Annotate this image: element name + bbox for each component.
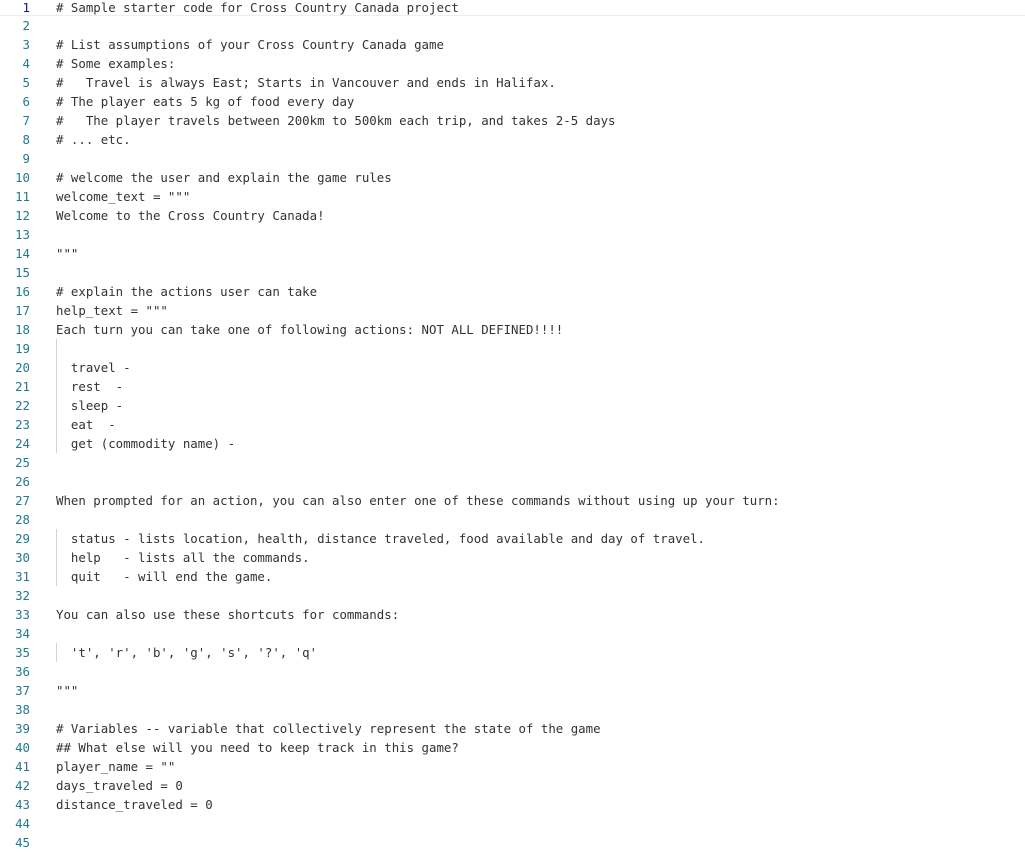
- code-line[interactable]: [0, 35, 1025, 54]
- line-number: 42: [15, 778, 30, 793]
- line-text[interactable]: help - lists all the commands.: [56, 550, 310, 565]
- code-line[interactable]: [0, 415, 1025, 434]
- line-text[interactable]: """: [56, 246, 79, 261]
- line-number: 4: [22, 56, 30, 71]
- line-number: 45: [15, 835, 30, 850]
- line-text[interactable]: player_name = "": [56, 759, 176, 774]
- line-number: 12: [15, 208, 30, 223]
- code-line[interactable]: [0, 396, 1025, 415]
- line-text[interactable]: # welcome the user and explain the game rules: [56, 170, 392, 185]
- code-line[interactable]: [0, 453, 1025, 472]
- line-text[interactable]: status - lists location, health, distance traveled, food available and day of travel.: [56, 531, 706, 546]
- line-text[interactable]: You can also use these shortcuts for commands:: [56, 607, 400, 622]
- line-number: 28: [15, 512, 30, 527]
- line-number: 30: [15, 550, 30, 565]
- line-number: 10: [15, 170, 30, 185]
- code-line[interactable]: [0, 605, 1025, 624]
- line-number: 2: [22, 18, 30, 33]
- code-line[interactable]: [0, 738, 1025, 757]
- line-number: 14: [15, 246, 30, 261]
- line-number: 27: [15, 493, 30, 508]
- line-number: 41: [15, 759, 30, 774]
- line-number: 18: [15, 322, 30, 337]
- line-text[interactable]: Welcome to the Cross Country Canada!: [56, 208, 325, 223]
- line-number: 37: [15, 683, 30, 698]
- line-number: 16: [15, 284, 30, 299]
- code-line[interactable]: [0, 624, 1025, 643]
- code-line[interactable]: [0, 111, 1025, 130]
- code-line[interactable]: [0, 491, 1025, 510]
- code-line[interactable]: [0, 339, 1025, 358]
- line-number: 8: [22, 132, 30, 147]
- code-line[interactable]: [0, 700, 1025, 719]
- line-number: 24: [15, 436, 30, 451]
- line-number: 31: [15, 569, 30, 584]
- line-text[interactable]: # Some examples:: [56, 56, 176, 71]
- code-line[interactable]: [0, 92, 1025, 111]
- line-number: 43: [15, 797, 30, 812]
- code-line[interactable]: [0, 757, 1025, 776]
- code-line[interactable]: [0, 643, 1025, 662]
- line-number: 17: [15, 303, 30, 318]
- line-number: 40: [15, 740, 30, 755]
- code-line[interactable]: [0, 776, 1025, 795]
- code-line[interactable]: [0, 586, 1025, 605]
- line-text[interactable]: ## What else will you need to keep track in this game?: [56, 740, 459, 755]
- line-text[interactable]: # List assumptions of your Cross Country Canada game: [56, 37, 444, 52]
- code-line[interactable]: [0, 662, 1025, 681]
- code-line[interactable]: [0, 472, 1025, 491]
- code-line[interactable]: [0, 548, 1025, 567]
- line-text[interactable]: sleep -: [56, 398, 124, 413]
- line-number: 26: [15, 474, 30, 489]
- line-text[interactable]: welcome_text = """: [56, 189, 191, 204]
- line-number: 32: [15, 588, 30, 603]
- line-number: 22: [15, 398, 30, 413]
- code-line[interactable]: [0, 320, 1025, 339]
- line-text[interactable]: rest -: [56, 379, 124, 394]
- line-number: 44: [15, 816, 30, 831]
- line-text[interactable]: quit - will end the game.: [56, 569, 273, 584]
- line-number: 35: [15, 645, 30, 660]
- code-line[interactable]: [0, 16, 1025, 35]
- line-text[interactable]: """: [56, 683, 79, 698]
- line-number: 13: [15, 227, 30, 242]
- line-number: 21: [15, 379, 30, 394]
- line-number: 6: [22, 94, 30, 109]
- line-number: 39: [15, 721, 30, 736]
- line-text[interactable]: # The player eats 5 kg of food every day: [56, 94, 355, 109]
- code-line[interactable]: [0, 73, 1025, 92]
- line-text[interactable]: days_traveled = 0: [56, 778, 183, 793]
- line-number: 33: [15, 607, 30, 622]
- line-text[interactable]: get (commodity name) -: [56, 436, 236, 451]
- code-line[interactable]: [0, 282, 1025, 301]
- line-number: 3: [22, 37, 30, 52]
- code-line[interactable]: [0, 681, 1025, 700]
- line-number: 38: [15, 702, 30, 717]
- line-number: 34: [15, 626, 30, 641]
- line-number: 36: [15, 664, 30, 679]
- code-line[interactable]: [0, 833, 1025, 852]
- line-number: 25: [15, 455, 30, 470]
- code-line[interactable]: [0, 814, 1025, 833]
- code-line[interactable]: [0, 719, 1025, 738]
- line-text[interactable]: Each turn you can take one of following actions: NOT ALL DEFINED!!!!: [56, 322, 564, 337]
- line-text[interactable]: distance_traveled = 0: [56, 797, 213, 812]
- code-line[interactable]: [0, 301, 1025, 320]
- line-text[interactable]: # Sample starter code for Cross Country Canada project: [56, 0, 459, 15]
- line-number: 20: [15, 360, 30, 375]
- line-number: 7: [22, 113, 30, 128]
- line-text[interactable]: 't', 'r', 'b', 'g', 's', '?', 'q': [56, 645, 318, 660]
- line-text[interactable]: eat -: [56, 417, 116, 432]
- line-text[interactable]: # The player travels between 200km to 500km each trip, and takes 2-5 days: [56, 113, 616, 128]
- line-number: 19: [15, 341, 30, 356]
- line-text[interactable]: # Travel is always East; Starts in Vancouver and ends in Halifax.: [56, 75, 556, 90]
- line-number: 15: [15, 265, 30, 280]
- code-line[interactable]: [0, 263, 1025, 282]
- code-line[interactable]: [0, 434, 1025, 453]
- code-line[interactable]: [0, 529, 1025, 548]
- code-line[interactable]: [0, 130, 1025, 149]
- code-line[interactable]: [0, 377, 1025, 396]
- line-number: 11: [15, 189, 30, 204]
- line-number: 29: [15, 531, 30, 546]
- code-line[interactable]: [0, 510, 1025, 529]
- code-line[interactable]: [0, 795, 1025, 814]
- line-text[interactable]: # Variables -- variable that collectively represent the state of the game: [56, 721, 601, 736]
- code-line[interactable]: [0, 567, 1025, 586]
- line-text[interactable]: travel -: [56, 360, 131, 375]
- line-number: 5: [22, 75, 30, 90]
- line-text[interactable]: # ... etc.: [56, 132, 131, 147]
- line-text[interactable]: When prompted for an action, you can also enter one of these commands without using up your turn:: [56, 493, 780, 508]
- line-text[interactable]: help_text = """: [56, 303, 168, 318]
- line-text[interactable]: # explain the actions user can take: [56, 284, 318, 299]
- code-line[interactable]: [0, 225, 1025, 244]
- code-line[interactable]: [0, 149, 1025, 168]
- code-line[interactable]: [0, 244, 1025, 263]
- code-line[interactable]: [0, 54, 1025, 73]
- code-line[interactable]: [0, 187, 1025, 206]
- line-number: 23: [15, 417, 30, 432]
- code-line[interactable]: [0, 358, 1025, 377]
- code-line[interactable]: [0, 206, 1025, 225]
- code-line[interactable]: [0, 0, 1025, 16]
- line-number: 1: [22, 0, 30, 15]
- code-line[interactable]: [0, 168, 1025, 187]
- line-number: 9: [22, 151, 30, 166]
